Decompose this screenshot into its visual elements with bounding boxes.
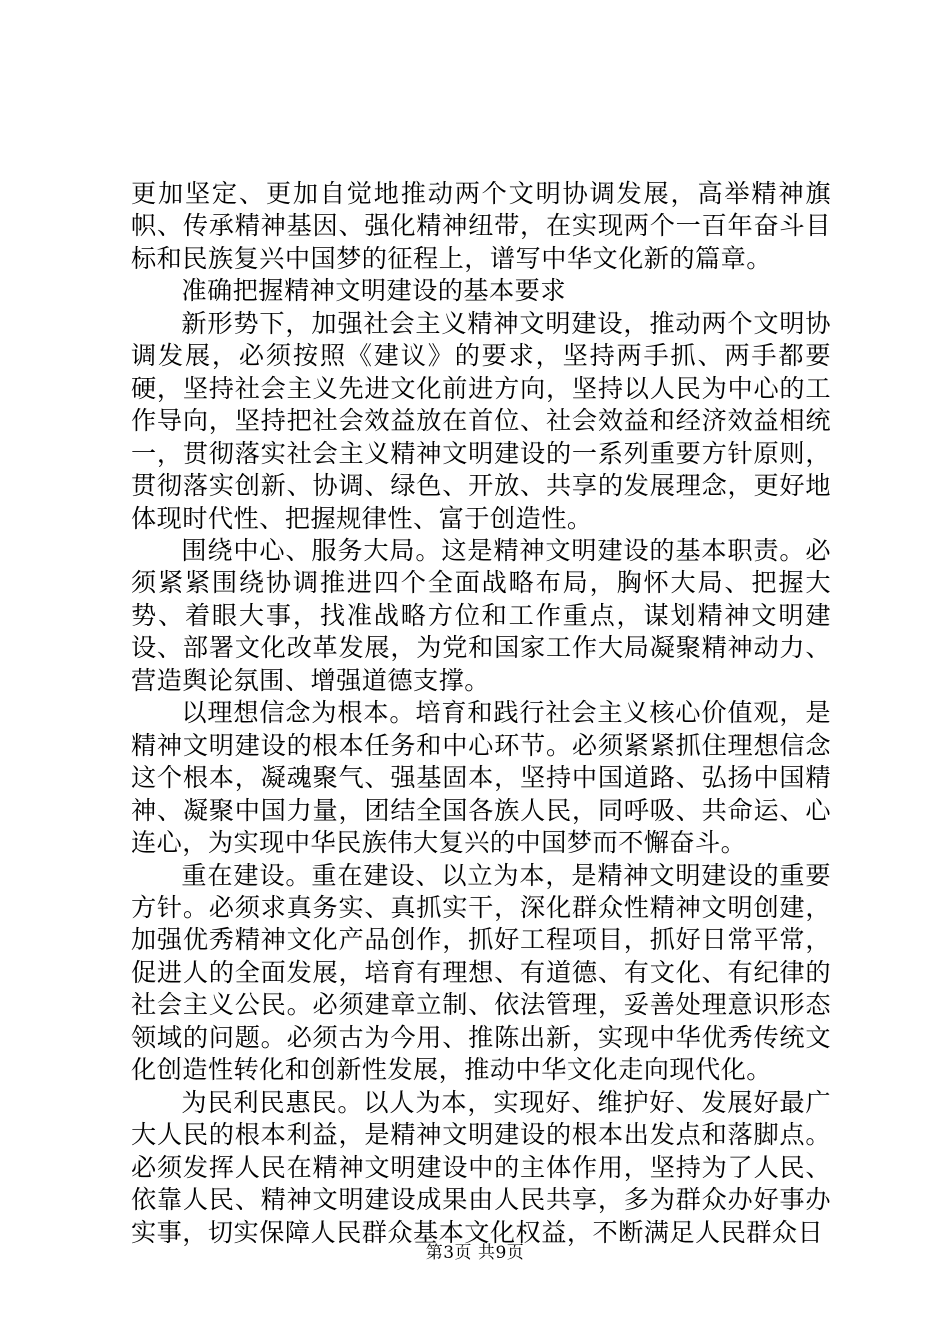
paragraph-serve-overall: 围绕中心、服务大局。这是精神文明建设的基本职责。必须紧紧围绕协调推进四个全面战略布局，胸怀大局、把握大势、着眼大事，找准战略方位和工作重点，谋划精神文明建设、部署文化改革发展，为党和国家工作大局凝聚精神动力、营造舆论氛围、增强道德支撑。	[131, 535, 831, 695]
paragraph-ideals-beliefs: 以理想信念为根本。培育和践行社会主义核心价值观，是精神文明建设的根本任务和中心环节。必须紧紧抓住理想信念这个根本，凝魂聚气、强基固本，坚持中国道路、弘扬中国精神、凝聚中国力量，团结全国各族人民，同呼吸、共命运、心连心，为实现中华民族伟大复兴的中国梦而不懈奋斗。	[131, 698, 831, 858]
paragraph-focus-on-building: 重在建设。重在建设、以立为本，是精神文明建设的重要方针。必须求真务实、真抓实干，深化群众性精神文明创建，加强优秀精神文化产品创作，抓好工程项目，抓好日常平常，促进人的全面发展，培育有理想、有道德、有文化、有纪律的社会主义公民。必须建章立制、依法管理，妥善处理意识形态领域的问题。必须古为今用、推陈出新，实现中华优秀传统文化创造性转化和创新性发展，推动中华文化走向现代化。	[131, 860, 831, 1085]
paragraph-new-situation: 新形势下，加强社会主义精神文明建设，推动两个文明协调发展，必须按照《建议》的要求，坚持两手抓、两手都要硬，坚持社会主义先进文化前进方向，坚持以人民为中心的工作导向，坚持把社会效益放在首位、社会效益和经济效益相统一，贯彻落实社会主义精神文明建设的一系列重要方针原则，贯彻落实创新、协调、绿色、开放、共享的发展理念，更好地体现时代性、把握规律性、富于创造性。	[131, 308, 831, 533]
section-heading: 准确把握精神文明建设的基本要求	[181, 276, 566, 306]
page-number-footer: 第3页 共9页	[425, 1243, 525, 1263]
paragraph-for-the-people: 为民利民惠民。以人为本，实现好、维护好、发展好最广大人民的根本利益，是精神文明建设的根本出发点和落脚点。必须发挥人民在精神文明建设中的主体作用，坚持为了人民、依靠人民、精神文明建设成果由人民共享，多为群众办好事办实事，切实保障人民群众基本文化权益，不断满足人民群众日	[131, 1087, 831, 1247]
paragraph-continuation: 更加坚定、更加自觉地推动两个文明协调发展，高举精神旗帜、传承精神基因、强化精神纽带，在实现两个一百年奋斗目标和民族复兴中国梦的征程上，谱写中华文化新的篇章。	[131, 179, 831, 273]
document-body	[131, 178, 831, 1249]
